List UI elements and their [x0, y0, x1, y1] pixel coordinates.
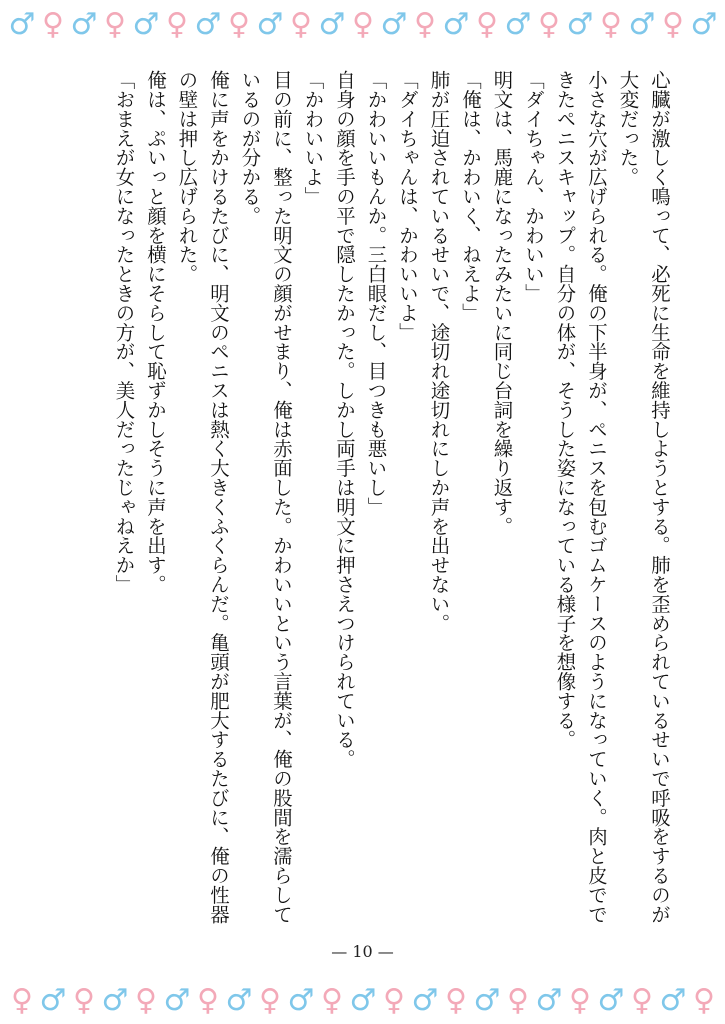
- text-paragraph: 心臓が激しく鳴って、必死に生命を維持しようとする。肺を歪められているせいで呼吸をするのが大変だった。: [616, 70, 671, 924]
- text-paragraph: 俺に声をかけるたびに、明文のペニスは熱く大きくふくらんだ。亀頭が肥大するたびに、俺の性器の壁は押し広げられた。: [175, 70, 230, 924]
- male-symbol-icon: ♂: [597, 982, 624, 1018]
- female-symbol-icon: ♀: [166, 6, 187, 42]
- female-symbol-icon: ♀: [352, 6, 373, 42]
- female-symbol-icon: ♀: [414, 6, 435, 42]
- female-symbol-icon: ♀: [73, 982, 94, 1018]
- female-symbol-icon: ♀: [42, 6, 63, 42]
- text-paragraph: 目の前に、整った明文の顔がせまり、俺は赤面した。かわいいという言葉が、俺の股間を濡らしているのが分かる。: [238, 70, 293, 924]
- male-symbol-icon: ♂: [535, 982, 562, 1018]
- male-symbol-icon: ♂: [70, 6, 97, 42]
- female-symbol-icon: ♀: [197, 982, 218, 1018]
- female-symbol-icon: ♀: [104, 6, 125, 42]
- male-symbol-icon: ♂: [349, 982, 376, 1018]
- male-symbol-icon: ♂: [628, 6, 655, 42]
- text-paragraph: 「ダイちゃんは、かわいいよ」: [396, 70, 419, 342]
- male-symbol-icon: ♂: [8, 6, 35, 42]
- text-paragraph: 「かわいいもんか。三白眼だし、目つきも悪いし」: [364, 70, 388, 517]
- female-symbol-icon: ♀: [321, 982, 342, 1018]
- text-paragraph: 小さな穴が広げられる。俺の下半身が、ペニスを包むゴムケースのようになっていく。肉と皮でできたペニスキャップ。自分の体が、そうした姿になっている様子を想像する。: [553, 70, 608, 924]
- male-symbol-icon: ♂: [101, 982, 128, 1018]
- male-symbol-icon: ♂: [318, 6, 345, 42]
- text-paragraph: 「ダイちゃん、かわいい」: [522, 70, 545, 303]
- text-paragraph: 「俺は、かわいく、ねえよ」: [459, 70, 482, 323]
- female-symbol-icon: ♀: [600, 6, 621, 42]
- male-symbol-icon: ♂: [39, 982, 66, 1018]
- female-symbol-icon: ♀: [476, 6, 497, 42]
- male-symbol-icon: ♂: [504, 6, 531, 42]
- female-symbol-icon: ♀: [228, 6, 249, 42]
- female-symbol-icon: ♀: [11, 982, 32, 1018]
- male-symbol-icon: ♂: [194, 6, 221, 42]
- female-symbol-icon: ♀: [383, 982, 404, 1018]
- male-symbol-icon: ♂: [442, 6, 469, 42]
- page-number: — 10 —: [331, 942, 394, 961]
- text-paragraph: 明文は、馬鹿になったみたいに同じ台詞を繰り返す。: [490, 70, 514, 536]
- female-symbol-icon: ♀: [290, 6, 311, 42]
- female-symbol-icon: ♀: [135, 982, 156, 1018]
- text-paragraph: 肺が圧迫されているせいで、途切れ途切れにしか声を出せない。: [427, 70, 451, 633]
- female-symbol-icon: ♀: [445, 982, 466, 1018]
- male-symbol-icon: ♂: [411, 982, 438, 1018]
- novel-page-text: [55, 70, 675, 930]
- male-symbol-icon: ♂: [287, 982, 314, 1018]
- male-symbol-icon: ♂: [380, 6, 407, 42]
- female-symbol-icon: ♀: [569, 982, 590, 1018]
- female-symbol-icon: ♀: [538, 6, 559, 42]
- male-symbol-icon: ♂: [566, 6, 593, 42]
- male-symbol-icon: ♂: [690, 6, 717, 42]
- male-symbol-icon: ♂: [163, 982, 190, 1018]
- text-paragraph: 「かわいいよ」: [301, 70, 325, 206]
- male-symbol-icon: ♂: [659, 982, 686, 1018]
- male-symbol-icon: ♂: [256, 6, 283, 42]
- female-symbol-icon: ♀: [259, 982, 280, 1018]
- male-symbol-icon: ♂: [132, 6, 159, 42]
- top-decorative-border: [0, 4, 725, 44]
- text-paragraph: 「おまえが女になったときの方が、美人だったじゃねえか」: [112, 70, 136, 594]
- female-symbol-icon: ♀: [507, 982, 528, 1018]
- male-symbol-icon: ♂: [225, 982, 252, 1018]
- female-symbol-icon: ♀: [662, 6, 683, 42]
- female-symbol-icon: ♀: [631, 982, 652, 1018]
- bottom-decorative-border: [0, 980, 725, 1020]
- text-paragraph: 俺は、ぷいっと顔を横にそらして恥ずかしそうに声を出す。: [144, 70, 167, 594]
- male-symbol-icon: ♂: [473, 982, 500, 1018]
- text-paragraph: 自身の顔を手の平で隠したかった。しかし両手は明文に押さえつけられている。: [333, 70, 356, 769]
- female-symbol-icon: ♀: [693, 982, 714, 1018]
